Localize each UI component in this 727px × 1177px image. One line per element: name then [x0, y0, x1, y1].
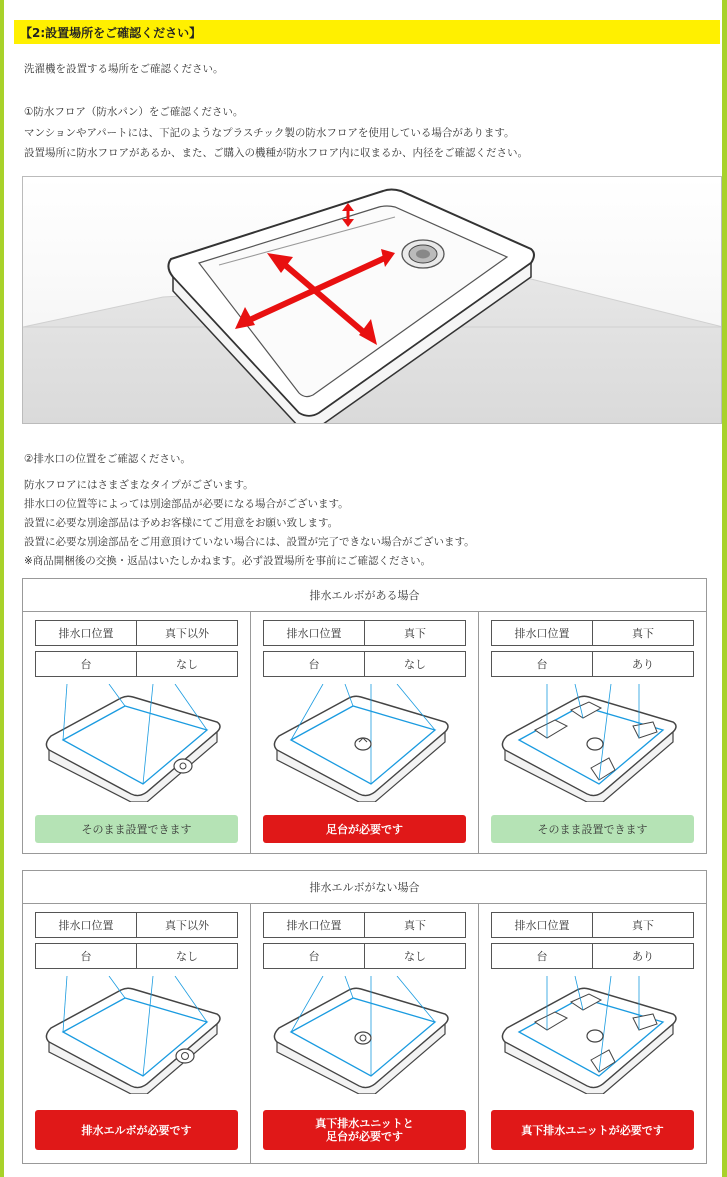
panel-without-elbow [22, 870, 707, 1164]
drain-position-row [35, 620, 238, 646]
panel-title: 排水エルボがない場合 [23, 871, 706, 904]
section2-line: 防水フロアにはさまざまなタイプがございます。 [24, 479, 254, 491]
stand-row [35, 943, 238, 969]
result-badge: そのまま設置できます [35, 815, 238, 843]
result-badge [263, 1110, 466, 1150]
drain-label: 排水口位置 [492, 913, 593, 937]
drain-label: 排水口位置 [492, 621, 593, 645]
panel-with-elbow [22, 578, 707, 854]
stand-value: あり [632, 950, 654, 963]
section2-line: ※商品開梱後の交換・返品はいたしかねます。必ず設置場所を事前にご確認ください。 [24, 555, 431, 567]
stand-label: 台 [36, 944, 137, 968]
case-card [251, 612, 479, 853]
drain-value: 真下以外 [165, 627, 209, 640]
section-title: 【2:設置場所をご確認ください】 [20, 25, 202, 40]
drain-position-row [491, 912, 694, 938]
stand-label: 台 [264, 944, 365, 968]
panel-title: 排水エルボがある場合 [23, 579, 706, 612]
drain-label: 排水口位置 [36, 913, 137, 937]
case-card [479, 904, 706, 1163]
stand-value: なし [404, 950, 426, 963]
page-frame [4, 0, 722, 1177]
result-badge: 真下排水ユニットが必要です [491, 1110, 694, 1150]
stand-value: なし [176, 658, 198, 671]
result-badge: そのまま設置できます [491, 815, 694, 843]
stand-label: 台 [264, 652, 365, 676]
drain-position-row [491, 620, 694, 646]
section2-heading: ②排水口の位置をご確認ください。 [24, 453, 191, 465]
intro-text: 洗濯機を設置する場所をご確認ください。 [24, 63, 224, 75]
drain-label: 排水口位置 [264, 913, 365, 937]
stand-label: 台 [492, 944, 593, 968]
case-card [23, 904, 251, 1163]
case-card [251, 904, 479, 1163]
drain-value: 真下 [404, 919, 426, 932]
stand-row [491, 651, 694, 677]
stand-label: 台 [492, 652, 593, 676]
result-line: 真下排水ユニットと [315, 1117, 414, 1130]
section2-line: 設置に必要な別途部品をご用意頂けていない場合には、設置が完了できない場合がございます。 [24, 536, 475, 548]
stand-row [491, 943, 694, 969]
drain-value: 真下 [404, 627, 426, 640]
stand-value: あり [632, 658, 654, 671]
drain-position-row [263, 620, 466, 646]
drain-value: 真下以外 [165, 919, 209, 932]
case-card [479, 612, 706, 853]
section1-heading: ①防水フロア（防水パン）をご確認ください。 [24, 106, 244, 118]
drain-value: 真下 [632, 627, 654, 640]
tray-offset-drain-illustration [35, 976, 243, 1094]
stand-row [263, 943, 466, 969]
section-title-bar [14, 20, 720, 44]
result-badge: 足台が必要です [263, 815, 466, 843]
stand-label: 台 [36, 652, 137, 676]
tray-center-drain-illustration [263, 684, 471, 802]
waterproof-pan-illustration [23, 177, 722, 424]
tray-with-stands-illustration [491, 684, 699, 802]
tray-offset-drain-illustration [35, 684, 243, 802]
drain-position-row [35, 912, 238, 938]
stand-value: なし [176, 950, 198, 963]
drain-value: 真下 [632, 919, 654, 932]
stand-row [263, 651, 466, 677]
result-line: 足台が必要です [326, 1130, 403, 1143]
waterproof-pan-photo [22, 176, 722, 424]
section1-line: 設置場所に防水フロアがあるか、また、ご購入の機種が防水フロア内に収まるか、内径をご確認ください。 [24, 147, 528, 159]
tray-center-drain-illustration [263, 976, 471, 1094]
stand-value: なし [404, 658, 426, 671]
stand-row [35, 651, 238, 677]
section2-line: 設置に必要な別途部品は予めお客様にてご用意をお願い致します。 [24, 517, 339, 529]
case-card [23, 612, 251, 853]
section2-line: 排水口の位置等によっては別途部品が必要になる場合がございます。 [24, 498, 349, 510]
drain-label: 排水口位置 [36, 621, 137, 645]
tray-with-stands-illustration [491, 976, 699, 1094]
drain-label: 排水口位置 [264, 621, 365, 645]
section1-line: マンションやアパートには、下記のようなプラスチック製の防水フロアを使用している場合があります。 [24, 127, 515, 139]
result-badge: 排水エルボが必要です [35, 1110, 238, 1150]
drain-position-row [263, 912, 466, 938]
